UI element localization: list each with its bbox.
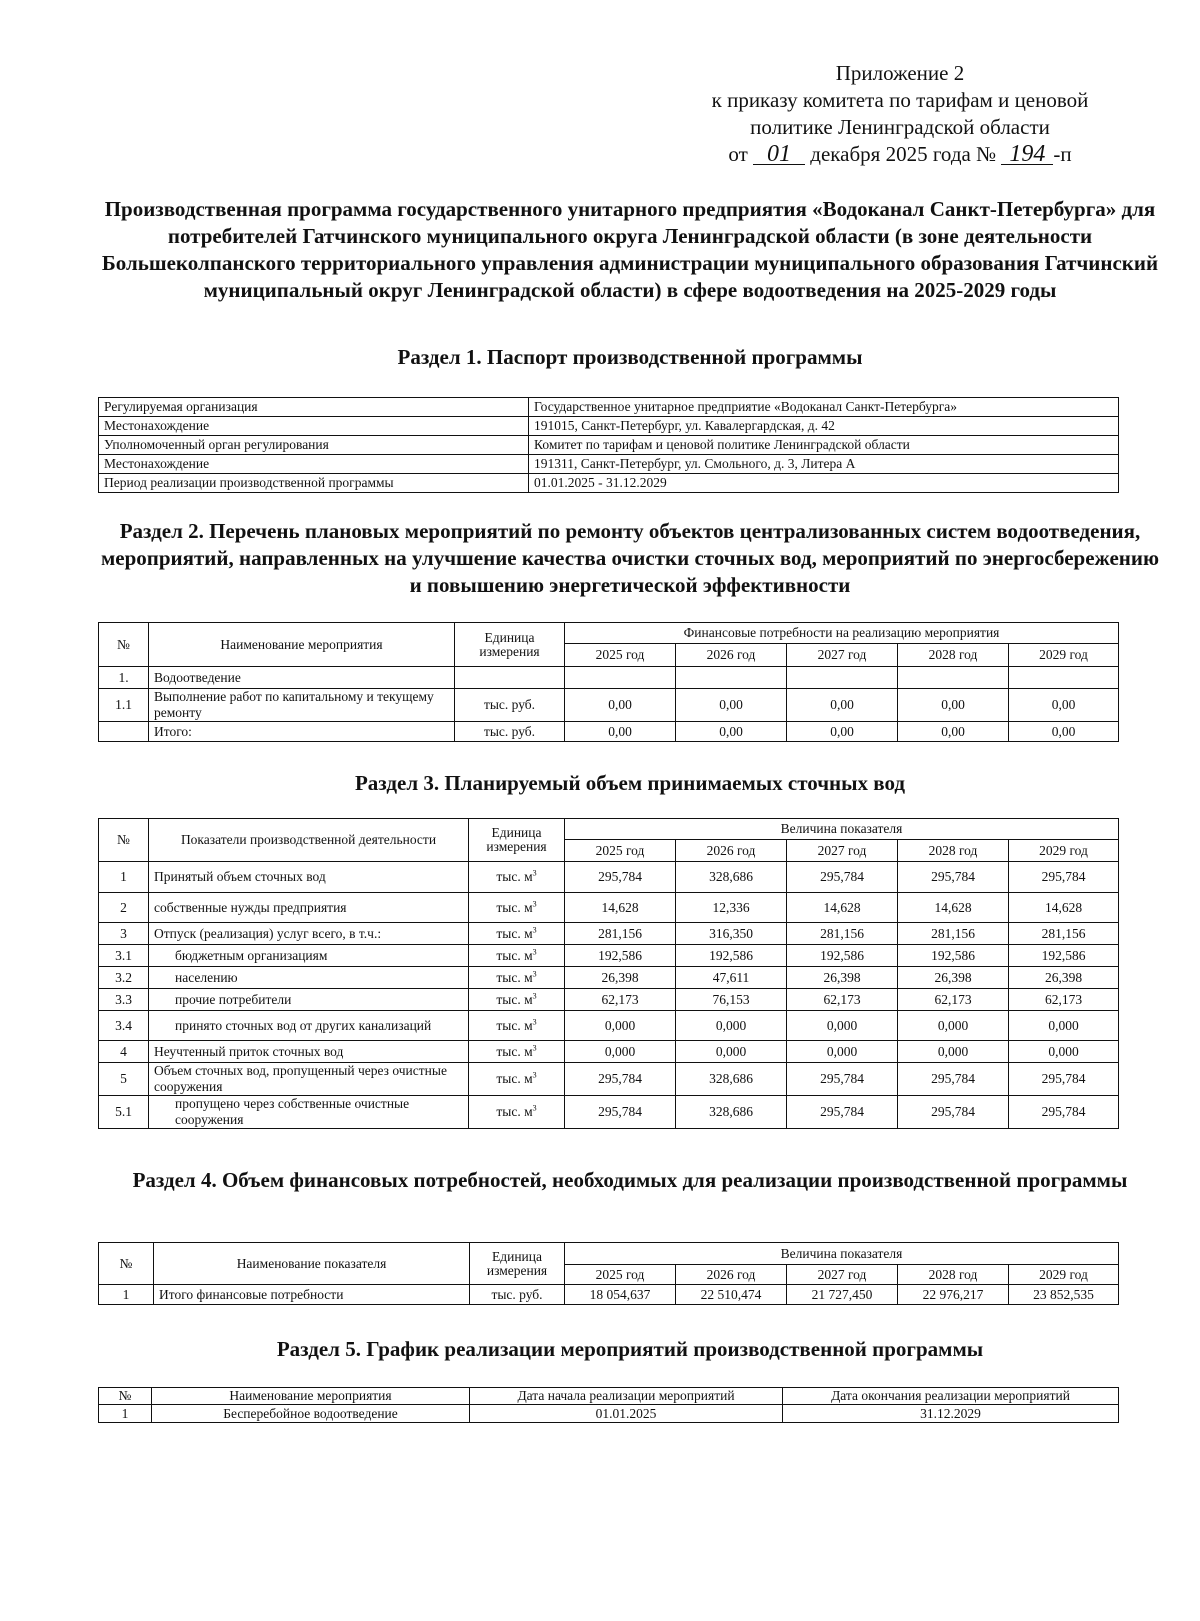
unit-superscript: 3 (532, 1070, 537, 1080)
order-middle: декабря 2025 года № (810, 142, 997, 166)
row-value: 281,156 (1009, 923, 1119, 945)
row-value: 0,00 (898, 722, 1009, 742)
row-value: 22 510,474 (676, 1285, 787, 1305)
row-number: 1.1 (99, 689, 149, 722)
passport-value: Комитет по тарифам и ценовой политике Ленинградской области (529, 436, 1119, 455)
unit-text: тыс. м (496, 1043, 533, 1059)
order-day: 01 (753, 144, 805, 165)
table-row (99, 923, 1119, 945)
row-value (565, 667, 676, 689)
order-prefix: от (728, 142, 748, 166)
row-value: 281,156 (565, 923, 676, 945)
row-name: Выполнение работ по капитальному и текущему ремонту (149, 689, 455, 722)
table-row (99, 1096, 1119, 1129)
passport-label: Регулируемая организация (99, 398, 529, 417)
table-row (99, 417, 1119, 436)
row-value: 0,00 (676, 689, 787, 722)
col-num: № (99, 1388, 152, 1405)
table-row (99, 893, 1119, 923)
row-unit: тыс. руб. (455, 722, 565, 742)
row-end-date: 31.12.2029 (783, 1405, 1119, 1423)
unit-text: тыс. м (496, 1104, 533, 1119)
row-name: Принятый объем сточных вод (149, 862, 469, 893)
row-unit: тыс. руб. (455, 689, 565, 722)
section1-title: Раздел 1. Паспорт производственной программы (397, 345, 863, 369)
table-row (99, 398, 1119, 417)
schedule-table (98, 1387, 1119, 1423)
col-year: 2026 год (676, 840, 787, 862)
row-value: 0,00 (1009, 722, 1119, 742)
col-group: Финансовые потребности на реализацию мероприятия (565, 623, 1119, 644)
row-value: 0,000 (787, 1041, 898, 1063)
col-year: 2029 год (1009, 1265, 1119, 1285)
row-number: 1 (99, 1405, 152, 1423)
order-number: 194 (1001, 144, 1053, 165)
section2-title: Раздел 2. Перечень плановых мероприятий по ремонту объектов централизованных систем водоотведения, мероприятий, направленных на улучшение качества очистки сточных вод, мероприятий по энергосбережению и повышению энергетической эффективности (100, 519, 1160, 597)
unit-superscript: 3 (532, 969, 537, 978)
col-group: Величина показателя (565, 1243, 1119, 1265)
table-row (99, 989, 1119, 1011)
section4-title: Раздел 4. Объем финансовых потребностей, необходимых для реализации производственной программы (132, 1168, 1128, 1192)
passport-value: Государственное унитарное предприятие «Водоканал Санкт-Петербурга» (529, 398, 1119, 417)
row-value: 62,173 (1009, 989, 1119, 1011)
col-year: 2026 год (676, 1265, 787, 1285)
row-value: 295,784 (787, 862, 898, 893)
row-value: 192,586 (787, 945, 898, 967)
row-unit (469, 989, 565, 1011)
unit-text: тыс. м (496, 899, 533, 915)
row-name: Водоотведение (149, 667, 455, 689)
row-name: бюджетным организациям (149, 945, 469, 967)
row-number: 3.2 (99, 967, 149, 989)
row-value: 14,628 (1009, 893, 1119, 923)
row-value: 0,00 (676, 722, 787, 742)
row-number: 1. (99, 667, 149, 689)
row-value: 295,784 (898, 1063, 1009, 1096)
row-value: 0,00 (565, 689, 676, 722)
row-value (787, 667, 898, 689)
unit-superscript: 3 (532, 1043, 537, 1052)
unit-text: тыс. м (496, 1017, 533, 1033)
table-row (99, 722, 1119, 742)
table-row (99, 862, 1119, 893)
row-value: 0,00 (787, 722, 898, 742)
col-group: Величина показателя (565, 819, 1119, 840)
section3-title: Раздел 3. Планируемый объем принимаемых сточных вод (354, 771, 906, 795)
passport-table (98, 397, 1119, 493)
row-value: 23 852,535 (1009, 1285, 1119, 1305)
unit-text: тыс. м (496, 947, 533, 963)
col-year: 2027 год (787, 1265, 898, 1285)
row-name: Отпуск (реализация) услуг всего, в т.ч.: (149, 923, 469, 945)
col-start: Дата начала реализации мероприятий (470, 1388, 783, 1405)
row-value: 26,398 (898, 967, 1009, 989)
row-number: 3 (99, 923, 149, 945)
row-value: 192,586 (565, 945, 676, 967)
col-end: Дата окончания реализации мероприятий (783, 1388, 1119, 1405)
row-unit (469, 893, 565, 923)
row-unit (469, 862, 565, 893)
row-value: 0,00 (565, 722, 676, 742)
appendix-line-3: политике Ленинградской области (750, 115, 1050, 139)
row-value: 0,00 (898, 689, 1009, 722)
row-value: 12,336 (676, 893, 787, 923)
col-year: 2027 год (787, 840, 898, 862)
table-row (99, 1011, 1119, 1041)
row-unit (469, 1096, 565, 1129)
row-value: 62,173 (565, 989, 676, 1011)
row-number (99, 722, 149, 742)
table-row (99, 436, 1119, 455)
row-value: 295,784 (898, 862, 1009, 893)
table-row (99, 1285, 1119, 1305)
row-value: 295,784 (1009, 1096, 1119, 1129)
col-year: 2025 год (565, 644, 676, 667)
row-name: Итого финансовые потребности (154, 1285, 470, 1305)
row-value: 14,628 (565, 893, 676, 923)
col-unit: Единица измерения (469, 819, 565, 862)
row-value: 0,00 (1009, 689, 1119, 722)
financial-needs-table (98, 1242, 1119, 1305)
unit-superscript: 3 (532, 868, 537, 878)
row-number: 4 (99, 1041, 149, 1063)
col-year: 2028 год (898, 644, 1009, 667)
row-unit (469, 1041, 565, 1063)
appendix-line-1: Приложение 2 (835, 61, 965, 85)
row-number: 1 (99, 862, 149, 893)
row-name: Объем сточных вод, пропущенный через очистные сооружения (149, 1063, 469, 1096)
row-name: Бесперебойное водоотведение (152, 1405, 470, 1423)
col-name: Показатели производственной деятельности (149, 819, 469, 862)
row-unit: тыс. руб. (470, 1285, 565, 1305)
row-value: 0,00 (787, 689, 898, 722)
row-value (1009, 667, 1119, 689)
row-value: 295,784 (1009, 862, 1119, 893)
row-value: 295,784 (565, 862, 676, 893)
unit-text: тыс. м (496, 925, 533, 941)
row-number: 3.3 (99, 989, 149, 1011)
unit-superscript: 3 (532, 1103, 537, 1113)
row-unit (469, 923, 565, 945)
row-value: 295,784 (787, 1096, 898, 1129)
row-value: 316,350 (676, 923, 787, 945)
row-number: 3.1 (99, 945, 149, 967)
row-value: 328,686 (676, 862, 787, 893)
row-name: Неучтенный приток сточных вод (149, 1041, 469, 1063)
row-value: 26,398 (787, 967, 898, 989)
row-number: 5 (99, 1063, 149, 1096)
row-value: 18 054,637 (565, 1285, 676, 1305)
col-year: 2029 год (1009, 644, 1119, 667)
row-number: 1 (99, 1285, 154, 1305)
row-unit (455, 667, 565, 689)
row-value (676, 667, 787, 689)
unit-text: тыс. м (496, 1071, 533, 1086)
unit-superscript: 3 (532, 947, 537, 956)
col-name: Наименование показателя (154, 1243, 470, 1285)
row-number: 3.4 (99, 1011, 149, 1041)
row-value: 22 976,217 (898, 1285, 1009, 1305)
row-value: 281,156 (787, 923, 898, 945)
table-row (99, 667, 1119, 689)
table-row (99, 1041, 1119, 1063)
row-value: 192,586 (676, 945, 787, 967)
order-suffix: -п (1053, 142, 1072, 166)
row-value: 328,686 (676, 1096, 787, 1129)
row-value: 26,398 (565, 967, 676, 989)
row-value: 295,784 (898, 1096, 1009, 1129)
row-value: 295,784 (787, 1063, 898, 1096)
col-year: 2028 год (898, 1265, 1009, 1285)
col-unit: Единица измерения (470, 1243, 565, 1285)
row-value: 295,784 (565, 1063, 676, 1096)
row-value: 192,586 (898, 945, 1009, 967)
row-value: 0,000 (676, 1011, 787, 1041)
table-row (99, 689, 1119, 722)
unit-superscript: 3 (532, 925, 537, 934)
unit-superscript: 3 (532, 991, 537, 1000)
col-name: Наименование мероприятия (152, 1388, 470, 1405)
row-value: 76,153 (676, 989, 787, 1011)
table-row (99, 945, 1119, 967)
row-value: 0,000 (1009, 1011, 1119, 1041)
passport-value: 191015, Санкт-Петербург, ул. Кавалергардская, д. 42 (529, 417, 1119, 436)
row-name: собственные нужды предприятия (149, 893, 469, 923)
col-year: 2027 год (787, 644, 898, 667)
row-start-date: 01.01.2025 (470, 1405, 783, 1423)
measures-table (98, 622, 1119, 742)
row-value: 47,611 (676, 967, 787, 989)
appendix-line-2: к приказу комитета по тарифам и ценовой (711, 88, 1089, 112)
col-year: 2029 год (1009, 840, 1119, 862)
row-value: 295,784 (565, 1096, 676, 1129)
col-year: 2025 год (565, 840, 676, 862)
table-row (99, 967, 1119, 989)
passport-value: 191311, Санкт-Петербург, ул. Смольного, д. 3, Литера А (529, 455, 1119, 474)
row-unit (469, 1063, 565, 1096)
row-value: 14,628 (898, 893, 1009, 923)
col-num: № (99, 1243, 154, 1285)
table-row (99, 1063, 1119, 1096)
row-value: 26,398 (1009, 967, 1119, 989)
row-name: принято сточных вод от других канализаций (149, 1011, 469, 1041)
row-number: 5.1 (99, 1096, 149, 1129)
row-value: 0,000 (898, 1011, 1009, 1041)
appendix-order-line (640, 141, 1160, 168)
passport-label: Местонахождение (99, 455, 529, 474)
row-unit (469, 1011, 565, 1041)
row-value: 328,686 (676, 1063, 787, 1096)
row-value: 21 727,450 (787, 1285, 898, 1305)
appendix-header (640, 60, 1160, 168)
row-name: населению (149, 967, 469, 989)
row-value: 192,586 (1009, 945, 1119, 967)
col-num: № (99, 819, 149, 862)
unit-text: тыс. м (496, 869, 533, 884)
passport-label: Местонахождение (99, 417, 529, 436)
row-unit (469, 945, 565, 967)
row-value: 0,000 (1009, 1041, 1119, 1063)
row-value: 281,156 (898, 923, 1009, 945)
table-row (99, 474, 1119, 493)
unit-superscript: 3 (532, 899, 537, 908)
passport-label: Уполномоченный орган регулирования (99, 436, 529, 455)
col-year: 2026 год (676, 644, 787, 667)
section5-title: Раздел 5. График реализации мероприятий производственной программы (276, 1337, 984, 1361)
row-name: Итого: (149, 722, 455, 742)
row-value: 0,000 (676, 1041, 787, 1063)
row-value: 0,000 (787, 1011, 898, 1041)
row-value: 0,000 (898, 1041, 1009, 1063)
passport-value: 01.01.2025 - 31.12.2029 (529, 474, 1119, 493)
col-year: 2028 год (898, 840, 1009, 862)
table-row (99, 455, 1119, 474)
col-unit: Единица измерения (455, 623, 565, 667)
row-value (898, 667, 1009, 689)
row-number: 2 (99, 893, 149, 923)
document-title: Производственная программа государственного унитарного предприятия «Водоканал Санкт-Петербурга» для потребителей Гатчинского муниципального округа Ленинградской области (в зоне деятельности Большеколпанского территориального управления администрации муниципального образования Гатчинский муниципальный округ Ленинградской области) в сфере водоотведения на 2025-2029 годы (101, 197, 1159, 302)
unit-text: тыс. м (496, 969, 533, 985)
row-value: 0,000 (565, 1011, 676, 1041)
row-value: 62,173 (787, 989, 898, 1011)
table-row (99, 1405, 1119, 1423)
unit-superscript: 3 (532, 1017, 537, 1026)
row-name: пропущено через собственные очистные сооружения (149, 1096, 469, 1129)
row-name: прочие потребители (149, 989, 469, 1011)
row-value: 62,173 (898, 989, 1009, 1011)
row-value: 14,628 (787, 893, 898, 923)
wastewater-volume-table (98, 818, 1119, 1129)
row-unit (469, 967, 565, 989)
col-name: Наименование мероприятия (149, 623, 455, 667)
col-num: № (99, 623, 149, 667)
row-value: 295,784 (1009, 1063, 1119, 1096)
unit-text: тыс. м (496, 991, 533, 1007)
row-value: 0,000 (565, 1041, 676, 1063)
passport-label: Период реализации производственной программы (99, 474, 529, 493)
col-year: 2025 год (565, 1265, 676, 1285)
